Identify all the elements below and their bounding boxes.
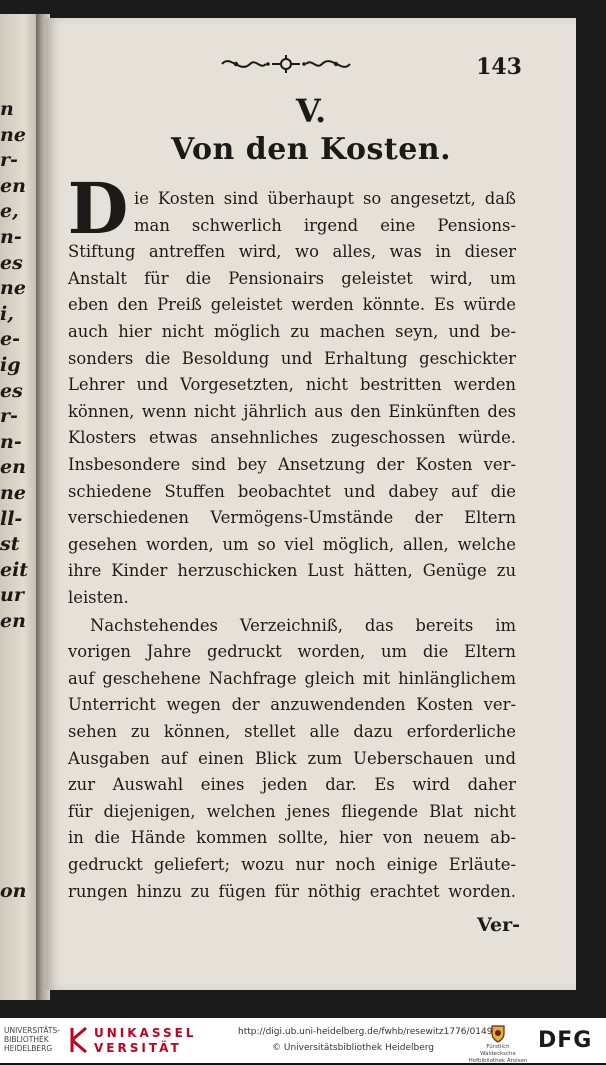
previous-page-fragment: n- — [0, 430, 22, 453]
footer-bar — [0, 1018, 606, 1063]
permalink-url[interactable]: http://digi.ub.uni-heidelberg.de/fwhb/resewitz1776/0149 — [238, 1027, 493, 1037]
previous-page-fragment: i, — [0, 302, 14, 325]
previous-page-fragment: ur — [0, 584, 24, 607]
text-line: vorigen Jahre gedruckt worden, um die Eltern — [68, 642, 516, 662]
text-line: sonders die Besoldung und Erhaltung geschickter — [68, 348, 516, 368]
text-line: für diejenigen, welchen jenes fliegende Blat nicht — [68, 801, 516, 821]
previous-page-fragment: es — [0, 251, 23, 274]
text-line: ie Kosten sind überhaupt so angesetzt, daß — [134, 189, 516, 208]
text-line: gesehen worden, um so viel möglich, allen, welche — [68, 534, 516, 554]
text-line: Anstalt für die Pensionairs geleistet wird, um — [68, 268, 516, 288]
previous-page-fragment: e, — [0, 200, 19, 223]
heidelberg-label-line: UNIVERSITÄTS- — [4, 1026, 60, 1035]
text-line: sehen zu können, stellet alle dazu erforderliche — [68, 721, 516, 741]
heidelberg-library-logo — [4, 1026, 66, 1053]
text-line: auf geschehene Nachfrage gleich mit hinlänglichem — [68, 668, 516, 688]
previous-page-fragment: ig — [0, 354, 21, 376]
drop-cap: D — [67, 167, 129, 250]
text-line: können, wenn nicht jährlich aus den Einkünften des — [68, 401, 516, 421]
text-line: ihre Kinder herzuschicken Lust hätten, Genüge zu — [68, 561, 516, 581]
heidelberg-label-line: BIBLIOTHEK — [4, 1035, 49, 1044]
text-line: Unterricht wegen der anzuwendenden Kosten ver- — [68, 695, 516, 715]
previous-page-fragment: ne — [0, 482, 26, 504]
previous-page-fragment: eit — [0, 558, 29, 581]
text-line: auch hier nicht möglich zu machen seyn, und be- — [68, 322, 516, 341]
dfg-logo: DFG — [538, 1028, 593, 1053]
text-line: Klosters etwas ansehnliches zugeschossen würde. — [68, 428, 516, 448]
previous-page-edge — [0, 14, 40, 1000]
previous-page-fragment: r- — [0, 405, 18, 428]
chapter-title: Von den Kosten. — [170, 132, 452, 167]
previous-page-fragment: r- — [0, 149, 18, 172]
kassel-wordmark — [94, 1026, 196, 1056]
kassel-logo-icon — [70, 1026, 88, 1054]
previous-page-fragment: e- — [0, 328, 20, 351]
previous-page-fragment: on — [0, 880, 27, 902]
text-line: Ausgaben auf einen Blick zum Ueberschauen und — [68, 748, 516, 768]
previous-page-fragment: n — [0, 98, 14, 120]
text-line: Insbesondere sind bey Ansetzung der Kosten ver- — [68, 455, 516, 474]
text-line: in die Hände kommen sollte, hier von neuem ab- — [68, 828, 516, 848]
page-number: 143 — [476, 54, 522, 80]
heidelberg-label-line: HEIDELBERG — [4, 1044, 53, 1053]
text-line: Nachstehendes Verzeichniß, das bereits im — [90, 615, 516, 635]
waldeck-crest-icon — [488, 1023, 508, 1043]
waldeck-label-line: Fürstlich Waldecksche — [480, 1044, 516, 1057]
catchword: Ver- — [477, 914, 520, 936]
previous-page-fragment: n- — [0, 226, 22, 248]
text-line: schiedene Stuffen beobachtet und dabey auf die — [68, 481, 516, 501]
text-line: gedruckt geliefert; wozu nur noch einige Erläute- — [68, 854, 516, 874]
previous-page-fragment: es — [0, 379, 23, 402]
text-line: Stiftung antreffen wird, wo alles, was in dieser — [68, 242, 516, 262]
kassel-line-2: VERSITÄT — [94, 1041, 182, 1055]
text-line: man schwerlich irgend eine Pensions- — [134, 215, 516, 235]
previous-page-fragment: en — [0, 610, 26, 632]
text-line: verschiedenen Vermögens-Umstände der Eltern — [68, 508, 516, 528]
previous-page-fragment: en — [0, 456, 26, 479]
ornament-headpiece-icon — [216, 52, 356, 76]
text-line: Lehrer und Vorgesetzten, nicht bestritten werden — [68, 375, 516, 395]
kassel-line-1: UNIKASSEL — [94, 1026, 197, 1040]
previous-page-fragment: ll- — [0, 507, 23, 530]
chapter-number: V. — [295, 92, 327, 130]
waldeck-library-label — [468, 1044, 528, 1065]
text-line: rungen hinzu zu fügen für nöthig erachtet worden. — [68, 881, 516, 901]
previous-page-fragment: st — [0, 533, 20, 556]
copyright-notice: © Universitätsbibliothek Heidelberg — [272, 1043, 435, 1053]
text-line: zur Auswahl eines jeden dar. Es wird daher — [68, 775, 516, 795]
previous-page-fragment: ne — [0, 123, 26, 146]
text-line: leisten. — [68, 588, 129, 607]
text-line: eben den Preiß geleistet werden könnte. Es würde — [68, 295, 516, 315]
previous-page-fragment: en — [0, 174, 26, 197]
waldeck-label-line: Hofbibliothek Arolsen — [468, 1058, 528, 1064]
previous-page-fragment: ne — [0, 277, 26, 300]
